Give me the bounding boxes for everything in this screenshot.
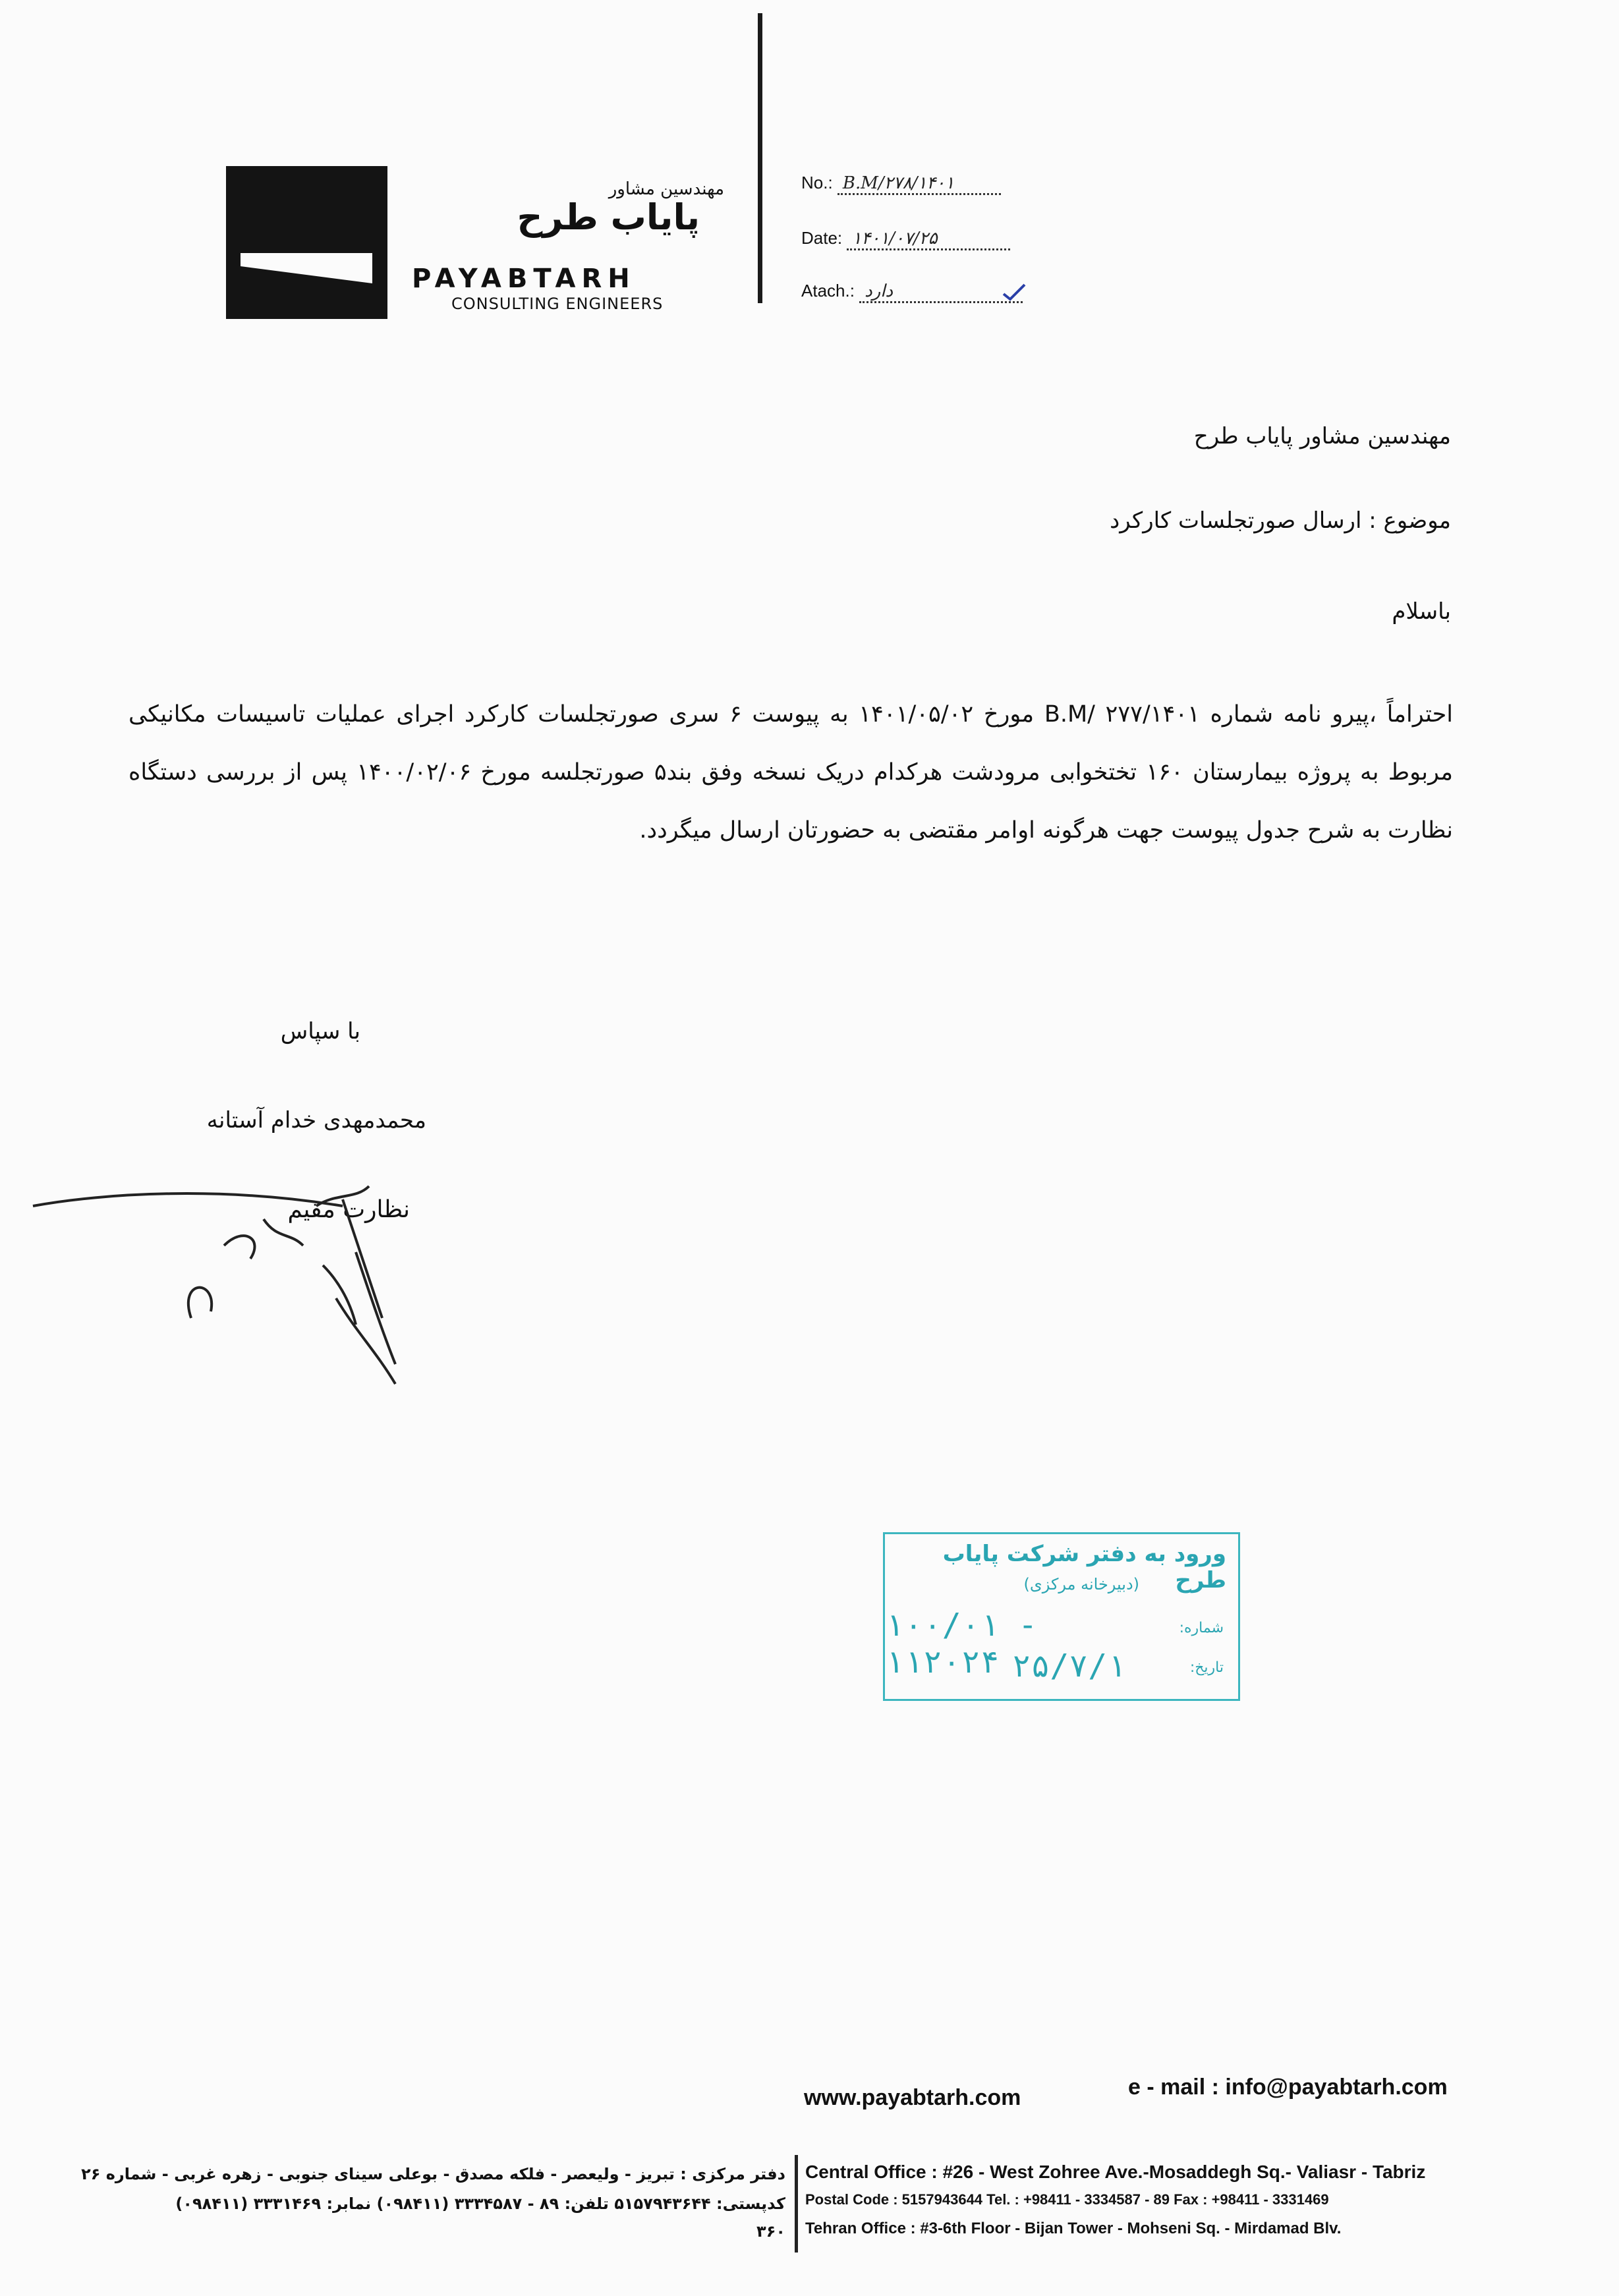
footer-persian-line-3: ۳۶۰ [756, 2222, 785, 2241]
footer-tehran-office: Tehran Office : #3-6th Floor - Bijan Tower - Mohseni Sq. - Mirdamad Blv. [805, 2220, 1342, 2237]
letter-date-value: ۱۴۰۱/۰۷/۲۵ [847, 229, 1010, 250]
receipt-stamp [883, 1532, 1240, 1701]
footer-persian-address: دفتر مرکزی : تبریز - ولیعصر - فلکه مصدق - بوعلی سینای جنوبی - زهره غربی - شماره ۲۶ [81, 2165, 785, 2183]
stamp-date-label: تاریخ: [1189, 1659, 1224, 1676]
footer-postal-phone: Postal Code : 5157943644 Tel. : +98411 - 3334587 - 89 Fax : +98411 - 3331469 [805, 2191, 1329, 2208]
stamp-number-value: ۱۰۰/۰۱ - ۱۱۲۰۲۴ [885, 1607, 1038, 1680]
subject-line: موضوع : ارسال صورتجلسات کارکرد [1110, 507, 1451, 534]
letter-attachment-label: Atach.: [801, 281, 855, 301]
signer-title: نظارت مقیم [287, 1196, 410, 1223]
footer-central-office: Central Office : #26 - West Zohree Ave.-Mosaddegh Sq.- Valiasr - Tabriz [805, 2162, 1426, 2182]
footer-persian-contact: کدپستی: ۵۱۵۷۹۴۳۶۴۴ تلفن: ۸۹ - ۳۳۳۴۵۸۷ (۰۹۸۴۱۱) نمابر: ۳۳۳۱۴۶۹ (۰۹۸۴۱۱) [175, 2195, 785, 2213]
header-divider [758, 13, 762, 303]
closing: با سپاس [280, 1018, 360, 1045]
letter-attachment-row [801, 281, 1027, 303]
letter-body-paragraph: احتراماً ،پیرو نامه شماره B.M/ ۲۷۷/۱۴۰۱ مورخ ۱۴۰۱/۰۵/۰۲ به پیوست ۶ سری صورتجلسات کارکرد اجرای عملیات تاسیسات مکانیکی مربوط به پروژه بیمارستان ۱۶۰ تختخوابی مرودشت هرکدام دریک نسخه وفق بند۵ صورتجلسه مورخ ۱۴۰۰/۰۲/۰۶ پس از بررسی دستگاه نظارت به شرح جدول پیوست جهت هرگونه اوامر مقتضی به حضورتان ارسال میگردد. [128, 701, 1454, 844]
stamp-title: ورود به دفتر شرکت پایاب طرح [942, 1541, 1226, 1593]
footer-email: e - mail : info@payabtarh.com [1128, 2075, 1448, 2100]
company-logo [226, 166, 387, 319]
letter-number-value: B.M/۲۷۸/۱۴۰۱ [838, 173, 1001, 195]
brand-english-name: PAYABTARH [412, 264, 636, 294]
letter-date-label: Date: [801, 228, 843, 248]
letter-attachment-value: دارد [859, 281, 1023, 303]
footer-website: www.payabtarh.com [804, 2085, 1021, 2110]
greeting: باسلام [1392, 598, 1451, 625]
stamp-number-label: شماره: [1179, 1620, 1224, 1636]
letter-number-row [801, 173, 1001, 195]
addressee: مهندسین مشاور پایاب طرح [1193, 423, 1451, 449]
letter-date-row [801, 228, 1010, 250]
signer-name: محمدمهدی خدام آستانه [206, 1107, 426, 1134]
stamp-subtitle: (دبیرخانه مرکزی) [1023, 1575, 1139, 1593]
letter-number-label: No.: [801, 173, 833, 192]
brand-english-tagline: CONSULTING ENGINEERS [451, 295, 664, 313]
handwritten-signature [26, 1147, 435, 1397]
stamp-date-value: ۲۵/۷/۱ [1011, 1648, 1126, 1684]
brand-persian-name: پایاب طرح [517, 196, 700, 238]
brand-persian-prefix: مهندسین مشاور [608, 179, 724, 199]
checkmark-icon [1001, 282, 1027, 302]
footer-divider [795, 2155, 798, 2260]
logo-mark-icon [226, 166, 387, 319]
page-bottom-edge [0, 2253, 1619, 2296]
